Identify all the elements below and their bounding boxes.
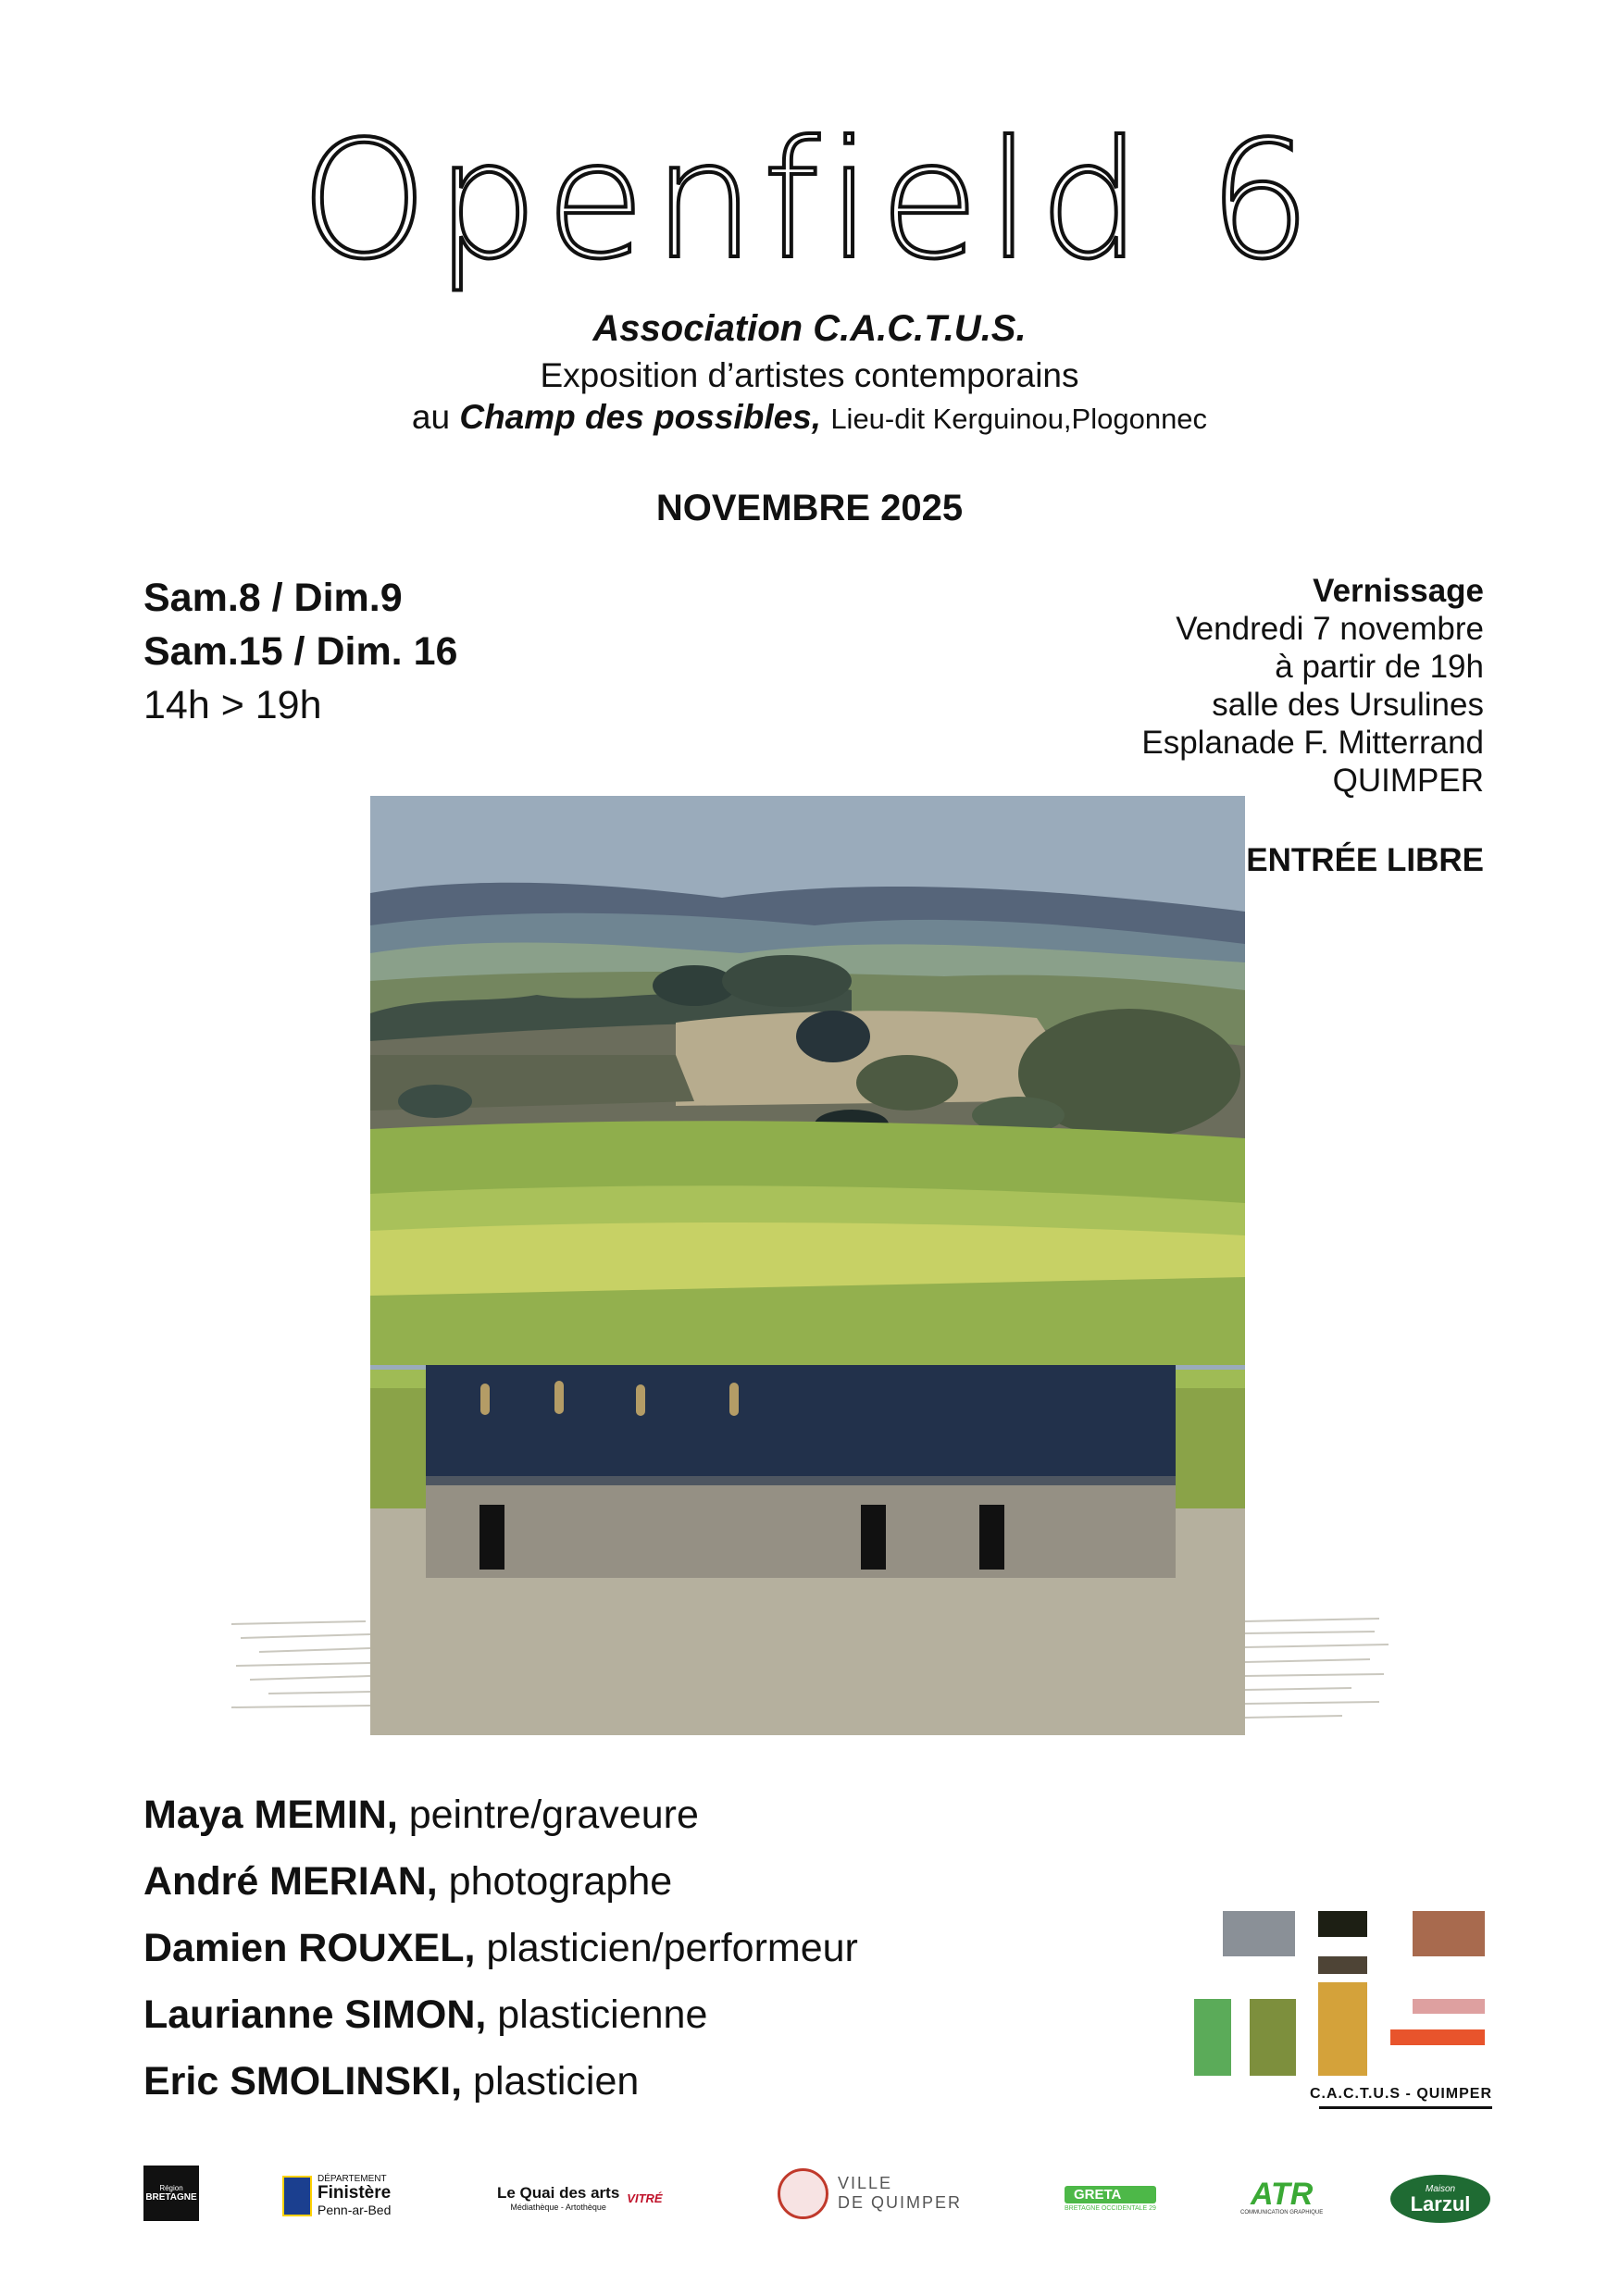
greta-name: GRETA bbox=[1065, 2186, 1156, 2203]
artist-role: plasticien/performeur bbox=[475, 1926, 858, 1970]
logo-label: C.A.C.T.U.S - QUIMPER bbox=[1309, 2086, 1492, 2102]
region-bretagne-logo bbox=[143, 2166, 199, 2221]
quai-name: Le Quai des arts bbox=[497, 2184, 620, 2202]
artist-item bbox=[143, 1848, 858, 1915]
dates-weekend-1: Sam.8 / Dim.9 bbox=[143, 576, 403, 620]
opening-hours: 14h > 19h bbox=[143, 683, 322, 727]
logo-block bbox=[1413, 1999, 1485, 2014]
cactus-logo bbox=[1194, 1911, 1500, 2115]
larzul-name: Larzul bbox=[1410, 2191, 1471, 2215]
quimper-emblem-icon bbox=[778, 2168, 828, 2219]
vernissage-line: Esplanade F. Mitterrand bbox=[1141, 725, 1484, 761]
artist-item bbox=[143, 1781, 858, 1848]
atr-logo bbox=[1240, 2173, 1323, 2221]
exhibition-month: NOVEMBRE 2025 bbox=[655, 488, 964, 528]
vernissage-line: Vendredi 7 novembre bbox=[1176, 611, 1484, 647]
logo-block bbox=[1223, 1911, 1295, 1956]
logo-block bbox=[1194, 1999, 1231, 2076]
logo-underline bbox=[1319, 2106, 1492, 2109]
artist-name: Maya MEMIN, bbox=[143, 1793, 398, 1837]
finistere-top: DÉPARTEMENT bbox=[318, 2174, 387, 2185]
vernissage-line: QUIMPER bbox=[1332, 763, 1484, 799]
atr-name: ATR bbox=[1250, 2177, 1314, 2212]
shield-icon bbox=[282, 2176, 312, 2216]
logo-block bbox=[1413, 1911, 1485, 1956]
artist-name: Laurianne SIMON, bbox=[143, 1992, 487, 2037]
logo-block bbox=[1318, 1982, 1367, 2076]
artist-item bbox=[143, 1981, 858, 2048]
quai-des-arts-logo bbox=[497, 2179, 663, 2216]
region-name: BRETAGNE bbox=[145, 2192, 197, 2203]
free-entry-label: ENTRÉE LIBRE bbox=[1246, 842, 1484, 878]
artist-role: plasticien bbox=[462, 2059, 640, 2104]
quai-sub: Médiathèque - Artothèque bbox=[510, 2203, 606, 2212]
logo-block bbox=[1250, 1999, 1296, 2076]
venue-address: Lieu-dit Kerguinou,Plogonnec bbox=[830, 403, 1208, 435]
atr-sub: COMMUNICATION GRAPHIQUE bbox=[1240, 2210, 1324, 2215]
finistere-sub: Penn-ar-Bed bbox=[318, 2203, 392, 2218]
artist-item bbox=[143, 2048, 858, 2115]
poster-title: Openfield 6 bbox=[300, 107, 1319, 295]
vernissage-block bbox=[1141, 572, 1484, 800]
quimper-line1: VILLE bbox=[838, 2174, 893, 2192]
finistere-name: Finistère bbox=[318, 2183, 392, 2203]
logo-block bbox=[1390, 2029, 1485, 2045]
exhibition-subtitle: Exposition d’artistes contemporains bbox=[540, 356, 1079, 394]
logo-block bbox=[1318, 1911, 1367, 1937]
vernissage-line: salle des Ursulines bbox=[1212, 687, 1484, 723]
region-small: Région bbox=[159, 2184, 183, 2192]
quimper-line2: DE QUIMPER bbox=[838, 2193, 963, 2212]
larzul-logo bbox=[1390, 2175, 1490, 2223]
venue-name: Champ des possibles, bbox=[459, 398, 822, 436]
artist-name: André MERIAN, bbox=[143, 1859, 438, 1904]
opening-dates bbox=[143, 571, 457, 732]
vernissage-line: à partir de 19h bbox=[1275, 649, 1484, 685]
greta-logo bbox=[1065, 2177, 1156, 2221]
finistere-logo bbox=[282, 2173, 391, 2219]
landscape-painting bbox=[231, 796, 1389, 1735]
artist-name: Damien ROUXEL, bbox=[143, 1926, 476, 1970]
artist-role: peintre/graveure bbox=[397, 1793, 699, 1837]
venue-line bbox=[0, 398, 1619, 437]
greta-sub: BRETAGNE OCCIDENTALE 29 bbox=[1065, 2205, 1156, 2212]
ville-de-quimper-logo bbox=[778, 2166, 962, 2221]
artist-role: plasticienne bbox=[486, 1992, 708, 2037]
dates-weekend-2: Sam.15 / Dim. 16 bbox=[143, 629, 458, 674]
artist-role: photographe bbox=[437, 1859, 673, 1904]
artist-name: Eric SMOLINSKI, bbox=[143, 2059, 463, 2104]
logo-block bbox=[1318, 1956, 1367, 1974]
artists-list bbox=[143, 1781, 858, 2115]
vernissage-heading: Vernissage bbox=[1313, 573, 1484, 609]
venue-prefix: au bbox=[411, 398, 460, 436]
vitre-tag: VITRÉ bbox=[627, 2191, 663, 2205]
artist-item bbox=[143, 1915, 858, 1981]
association-name: Association C.A.C.T.U.S. bbox=[592, 308, 1027, 349]
larzul-top: Maison bbox=[1425, 2183, 1456, 2194]
